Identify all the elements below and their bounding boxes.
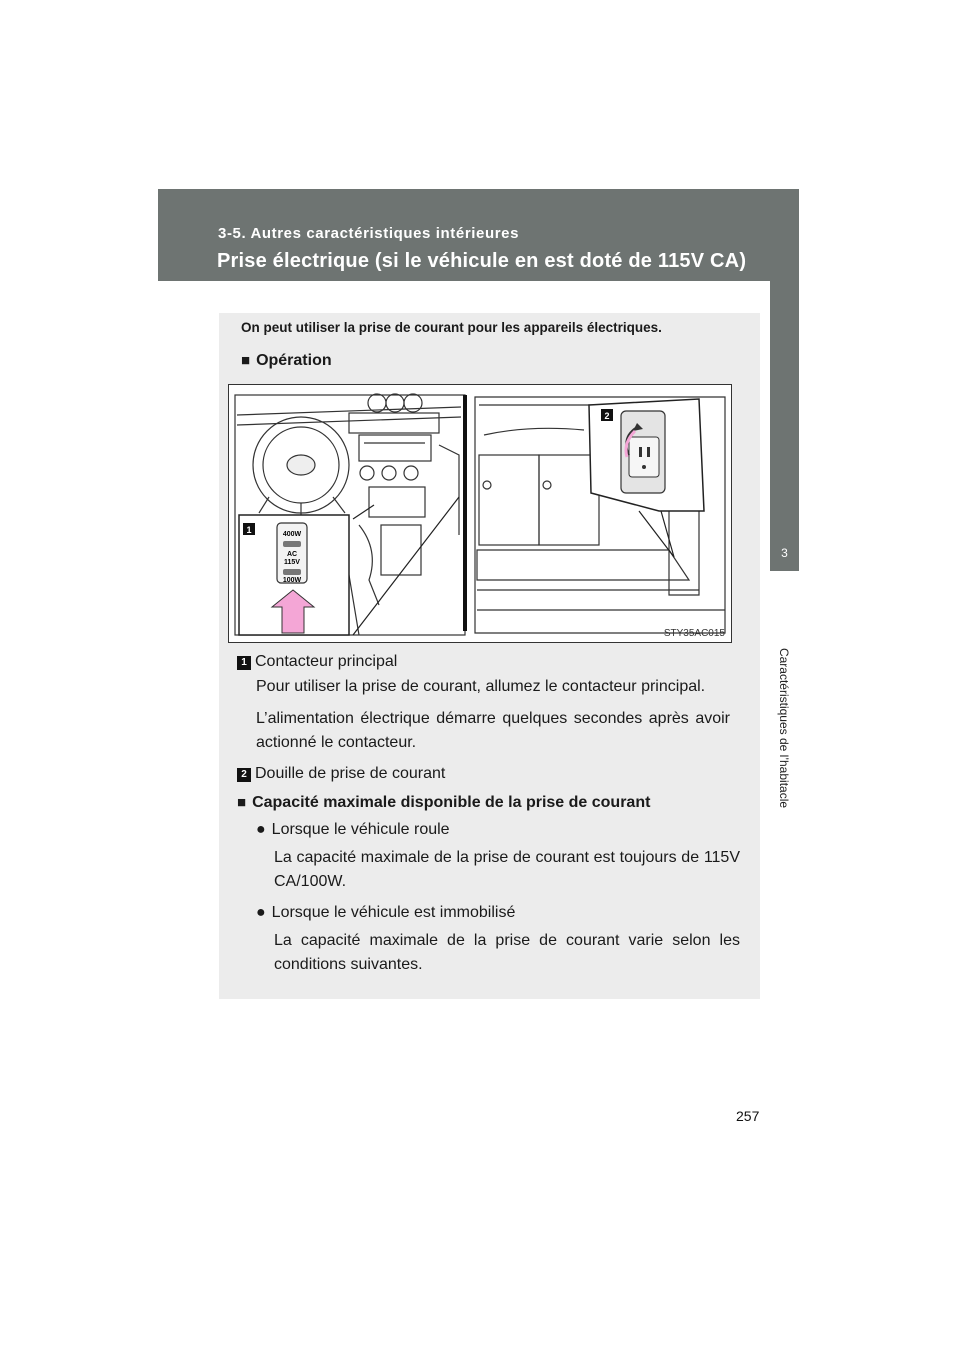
intro-text: On peut utiliser la prise de courant pour les appareils électriques. bbox=[241, 320, 662, 335]
item-1-paragraph-2: L’alimentation électrique démarre quelques secondes après avoir actionné le contacteur. bbox=[256, 710, 730, 751]
square-bullet-icon: ■ bbox=[241, 352, 251, 369]
item-1-paragraph-1: Pour utiliser la prise de courant, allumez le contacteur principal. bbox=[256, 678, 706, 695]
page-number: 257 bbox=[736, 1108, 760, 1124]
badge-1-label: 1 bbox=[246, 525, 252, 535]
badge-2-icon: 2 bbox=[237, 768, 251, 782]
chapter-label: Caractéristiques de l’habitacle bbox=[777, 647, 791, 809]
bullet-stationary-text: La capacité maximale de la prise de courant varie selon les conditions suivantes. bbox=[274, 932, 740, 973]
item-2-label: Douille de prise de courant bbox=[255, 765, 446, 782]
item-2-heading bbox=[237, 764, 445, 784]
figure-code: STY35AC015 bbox=[663, 628, 725, 639]
switch-label-top: 400W bbox=[282, 531, 302, 538]
badge-1-icon: 1 bbox=[237, 656, 251, 670]
content-panel bbox=[219, 313, 760, 999]
capacity-heading bbox=[237, 794, 650, 812]
badge-2-label: 2 bbox=[604, 411, 610, 421]
switch-label-bottom: 100W bbox=[282, 577, 302, 584]
bullet-stationary bbox=[256, 904, 515, 922]
operation-heading-text: Opération bbox=[256, 352, 332, 369]
square-bullet-icon: ■ bbox=[237, 794, 247, 811]
section-header bbox=[158, 189, 799, 281]
switch-label-ac: AC bbox=[286, 551, 298, 558]
illustration bbox=[228, 384, 732, 643]
capacity-heading-text: Capacité maximale disponible de la prise de courant bbox=[252, 794, 651, 811]
section-label: 3-5. Autres caractéristiques intérieures bbox=[218, 225, 520, 242]
bullet-stationary-label: Lorsque le véhicule est immobilisé bbox=[271, 904, 516, 921]
circle-bullet-icon: ● bbox=[256, 821, 266, 838]
chapter-number: 3 bbox=[781, 546, 788, 560]
chapter-tab[interactable] bbox=[770, 281, 799, 571]
circle-bullet-icon: ● bbox=[256, 904, 266, 921]
item-1-heading bbox=[237, 652, 397, 672]
bullet-driving-text: La capacité maximale de la prise de courant est toujours de 115V CA/100W. bbox=[274, 849, 740, 890]
bullet-driving-label: Lorsque le véhicule roule bbox=[271, 821, 450, 838]
page-title: Prise électrique (si le véhicule en est doté de 115V CA) bbox=[217, 250, 747, 272]
item-1-label: Contacteur principal bbox=[255, 653, 398, 670]
switch-label-volt: 115V bbox=[284, 559, 300, 566]
bullet-driving bbox=[256, 821, 450, 839]
operation-heading bbox=[241, 352, 332, 370]
dashboard-and-cargo-illustration bbox=[229, 385, 733, 644]
